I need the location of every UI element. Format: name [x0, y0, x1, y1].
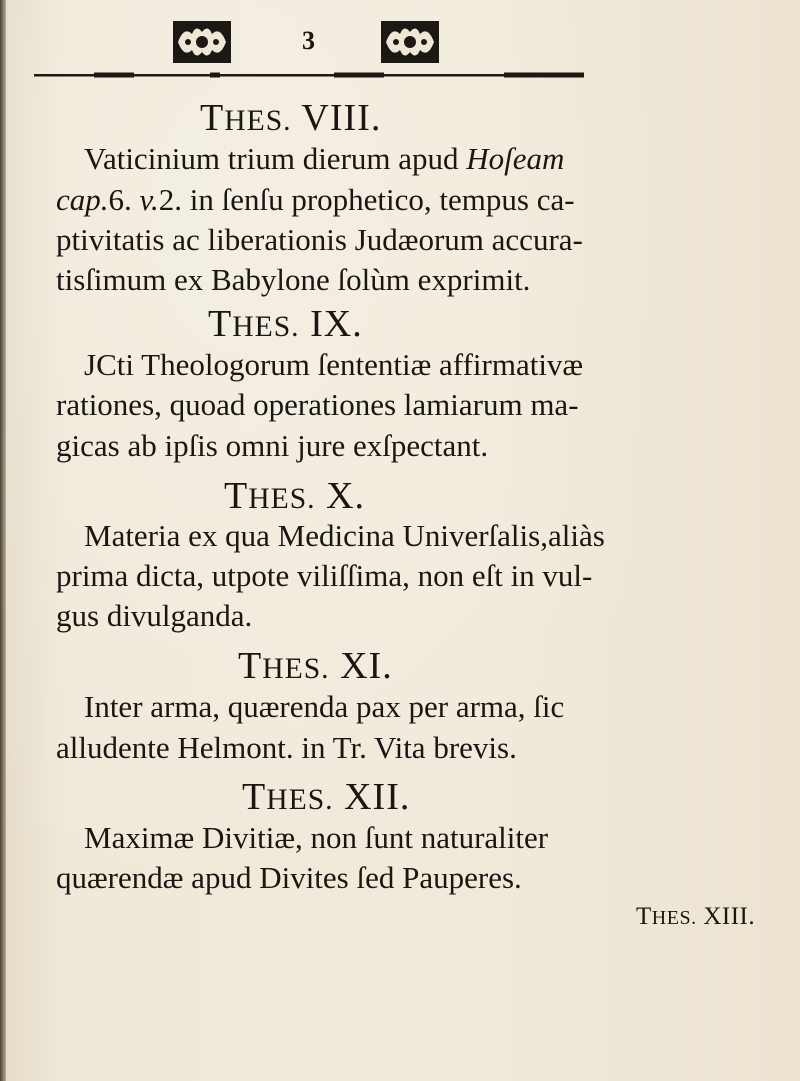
header-rule [34, 72, 584, 78]
thesis-heading: THES. XII. [242, 776, 411, 818]
thesis-line: quærendæ apud Divites ſed Pauperes. [56, 860, 522, 895]
thesis-line: Inter arma, quærenda pax per arma, ſic [84, 689, 565, 724]
page-gutter-edge [0, 0, 6, 1081]
thesis-text-italic: cap. [56, 182, 109, 217]
thesis-line: tisſimum ex Babylone ſolùm exprimit. [56, 262, 531, 297]
thesis-line: rationes, quoad operationes lamiarum ma- [56, 387, 579, 422]
thesis-line [84, 141, 564, 177]
thesis-line: Materia ex qua Medicina Univerſalis,aliàs [84, 518, 605, 553]
thesis-text: Vaticinium trium dierum apud [84, 141, 467, 176]
header-ornament-bar [0, 10, 800, 85]
catchword: THES. XIII. [636, 903, 756, 930]
thesis-heading: THES. IX. [208, 303, 363, 345]
thesis-line: gicas ab ipſis omni jure exſpectant. [56, 428, 489, 463]
thesis-line: Maximæ Divitiæ, non ſunt naturaliter [84, 820, 549, 855]
thesis-line [56, 182, 575, 218]
thesis-heading: THES. VIII. [200, 97, 382, 139]
thesis-text: 2. in ſenſu prophetico, tempus ca- [158, 182, 575, 217]
thesis-line: alludente Helmont. in Tr. Vita brevis. [56, 730, 517, 765]
page-number: 3 [302, 26, 315, 55]
thesis-line: JCti Theologorum ſententiæ affirmativæ [84, 347, 584, 382]
thesis-heading: THES. XI. [238, 645, 393, 687]
thesis-line: gus divulganda. [56, 598, 253, 633]
thesis-text: 6. [108, 182, 140, 217]
thesis-text-italic: Hoſeam [466, 141, 565, 176]
thesis-heading: THES. X. [224, 475, 366, 517]
printer-ornament-icon [378, 20, 442, 64]
printer-ornament-icon [172, 20, 232, 64]
thesis-line: ptivitatis ac liberationis Judæorum accura- [56, 222, 583, 257]
thesis-text-italic: v. [139, 182, 159, 217]
thesis-line: prima dicta, utpote viliſſima, non eſt in vul- [56, 558, 593, 593]
